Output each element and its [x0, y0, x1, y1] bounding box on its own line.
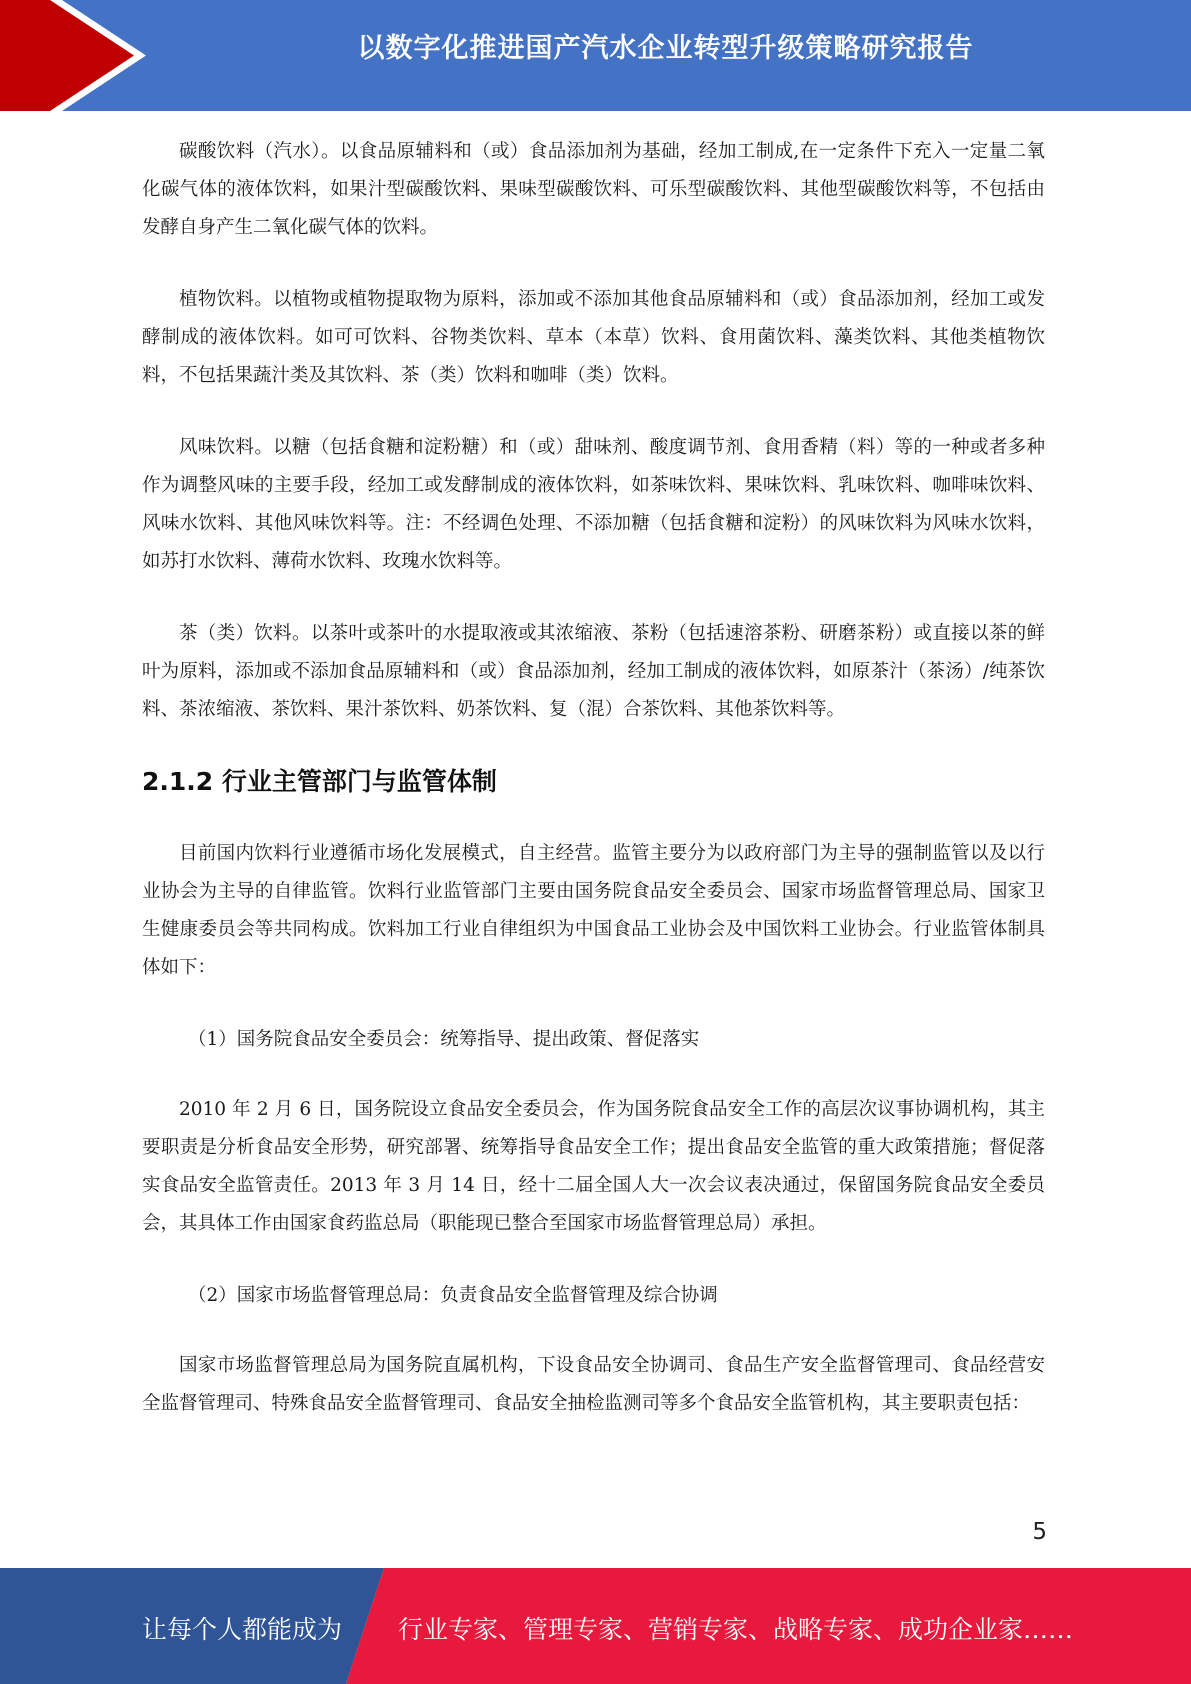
paragraph-samr: 国家市场监督管理总局为国务院直属机构，下设食品安全协调司、食品生产安全监督管理司、食品经营安全监督管理司、特殊食品安全监督管理司、食品安全抽检监测司等多个食品安全监管机构，其主要职责包括： [142, 1355, 1045, 1414]
paragraph-regulation-intro: 目前国内饮料行业遵循市场化发展模式，自主经营。监管主要分为以政府部门为主导的强制监管以及以行业协会为主导的自律监管。饮料行业监管部门主要由国务院食品安全委员会、国家市场监督管理总局、国家卫生健康委员会等共同构成。饮料加工行业自律组织为中国食品工业协会及中国饮料工业协会。行业监管体制具体如下： [142, 843, 1045, 978]
header-banner [0, 0, 1191, 111]
footer-banner [0, 1568, 1191, 1684]
page-number: 5 [1032, 1519, 1047, 1545]
paragraph-carbonated-drinks: 碳酸饮料（汽水）。以食品原辅料和（或）食品添加剂为基础，经加工制成,在一定条件下充入一定量二氧化碳气体的液体饮料，如果汁型碳酸饮料、果味型碳酸饮料、可乐型碳酸饮料、其他型碳酸饮料等，不包括由发酵自身产生二氧化碳气体的饮料。 [142, 141, 1045, 238]
subheading-state-council: （1）国务院食品安全委员会：统筹指导、提出政策、督促落实 [188, 1029, 700, 1050]
footer-slogan-left: 让每个人都能成为 [142, 1615, 343, 1644]
subheading-samr: （2）国家市场监督管理总局：负责食品安全监督管理及综合协调 [188, 1285, 718, 1306]
paragraph-plant-drinks: 植物饮料。以植物或植物提取物为原料，添加或不添加其他食品原辅料和（或）食品添加剂，经加工或发酵制成的液体饮料。如可可饮料、谷物类饮料、草本（本草）饮料、食用菌饮料、藻类饮料、其他类植物饮料，不包括果蔬汁类及其饮料、茶（类）饮料和咖啡（类）饮料。 [142, 289, 1045, 386]
paragraph-state-council: 2010 年 2 月 6 日，国务院设立食品安全委员会，作为国务院食品安全工作的高层次议事协调机构，其主要职责是分析食品安全形势，研究部署、统筹指导食品安全工作；提出食品安全监管的重大政策措施；督促落实食品安全监管责任。2013 年 3 月 14 日，经十二届全国人大一次会议表决通过，保留国务院食品安全委员会，其具体工作由国家食药监总局（职能现已整合至国家市场监督管理总局）承担。 [142, 1099, 1045, 1234]
paragraph-tea-drinks: 茶（类）饮料。以茶叶或茶叶的水提取液或其浓缩液、茶粉（包括速溶茶粉、研磨茶粉）或直接以茶的鲜叶为原料，添加或不添加食品原辅料和（或）食品添加剂，经加工制成的液体饮料，如原茶汁（茶汤）/纯茶饮料、茶浓缩液、茶饮料、果汁茶饮料、奶茶饮料、复（混）合茶饮料、其他茶饮料等。 [142, 623, 1045, 720]
header-title: 以数字化推进国产汽水企业转型升级策略研究报告 [357, 33, 974, 64]
document-body [142, 133, 1045, 1457]
section-heading: 2.1.2 行业主管部门与监管体制 [142, 767, 497, 796]
paragraph-flavored-drinks: 风味饮料。以糖（包括食糖和淀粉糖）和（或）甜味剂、酸度调节剂、食用香精（料）等的一种或者多种作为调整风味的主要手段，经加工或发酵制成的液体饮料，如茶味饮料、果味饮料、乳味饮料、咖啡味饮料、风味水饮料、其他风味饮料等。注：不经调色处理、不添加糖（包括食糖和淀粉）的风味饮料为风味水饮料，如苏打水饮料、薄荷水饮料、玫瑰水饮料等。 [142, 437, 1045, 572]
footer-slogan-right: 行业专家、管理专家、营销专家、战略专家、成功企业家…… [398, 1615, 1074, 1644]
